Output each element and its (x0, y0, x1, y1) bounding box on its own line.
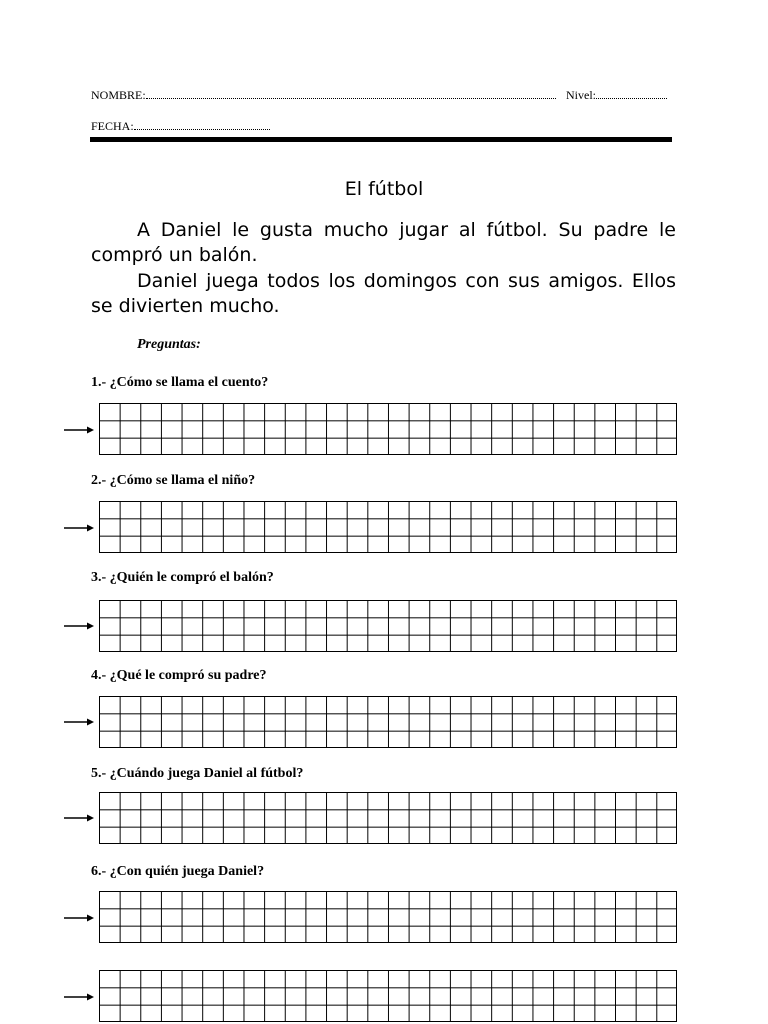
name-field[interactable] (91, 88, 556, 103)
question-3: 3.- ¿Quién le compró el balón? (91, 570, 274, 585)
level-label: Nivel: (566, 88, 596, 102)
arrow-icon (64, 813, 94, 823)
question-6: 6.- ¿Con quién juega Daniel? (91, 864, 265, 879)
answer-grid-6[interactable] (99, 891, 677, 943)
questions-heading: Preguntas: (137, 337, 201, 352)
answer-grid-5[interactable] (99, 792, 677, 844)
arrow-icon (64, 913, 94, 923)
answer-grid-7[interactable] (99, 970, 677, 1022)
question-4: 4.- ¿Qué le compró su padre? (91, 668, 267, 683)
question-2: 2.- ¿Cómo se llama el niño? (91, 473, 256, 488)
header-rule (90, 137, 672, 142)
date-label: FECHA: (91, 119, 134, 133)
answer-grid-2[interactable] (99, 501, 677, 553)
answer-grid-3[interactable] (99, 600, 677, 652)
level-dotted-line (596, 90, 667, 99)
arrow-icon (64, 717, 94, 727)
arrow-icon (64, 523, 94, 533)
level-field[interactable] (566, 88, 667, 103)
question-1: 1.- ¿Cómo se llama el cuento? (91, 375, 269, 390)
date-field[interactable] (91, 119, 270, 134)
name-label: NOMBRE: (91, 88, 146, 102)
story-paragraph-2: Daniel juega todos los domingos con sus amigos. Ellos se divierten mucho. (91, 270, 676, 317)
story-paragraph-1: A Daniel le gusta mucho jugar al fútbol. Su padre le compró un balón. (91, 219, 676, 266)
arrow-icon (64, 621, 94, 631)
arrow-icon (64, 425, 94, 435)
story-title: El fútbol (344, 178, 424, 200)
question-5: 5.- ¿Cuándo juega Daniel al fútbol? (91, 766, 304, 781)
answer-grid-4[interactable] (99, 696, 677, 748)
arrow-icon (64, 992, 94, 1002)
date-dotted-line (134, 121, 270, 130)
name-dotted-line (146, 90, 556, 99)
answer-grid-1[interactable] (99, 403, 677, 455)
